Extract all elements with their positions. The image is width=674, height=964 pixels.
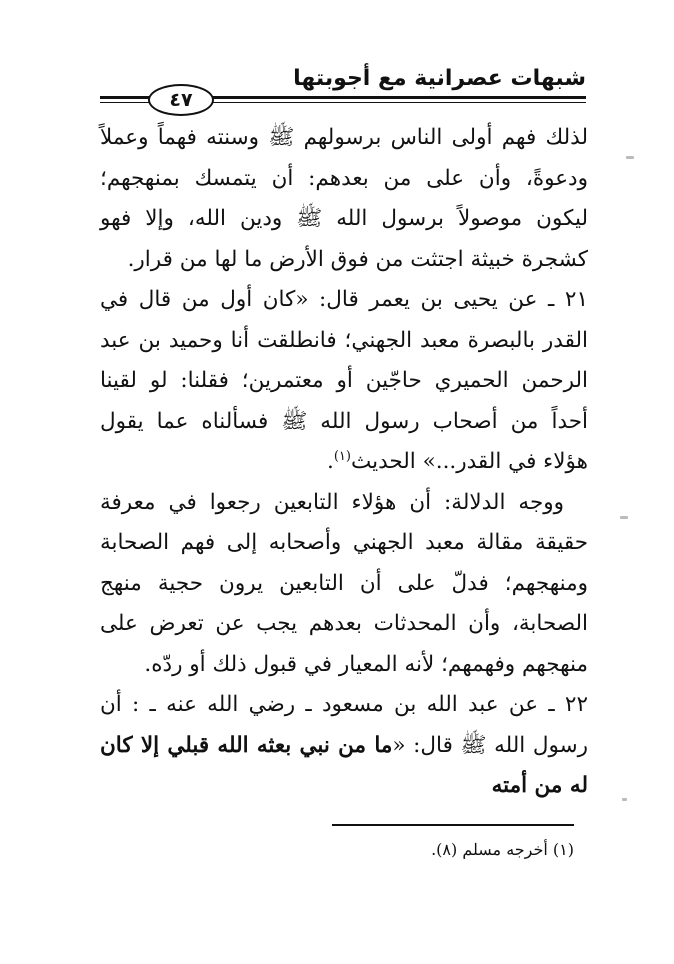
footnote-reference: (١) (333, 448, 351, 464)
paragraph-3 (100, 483, 588, 686)
body-text (100, 118, 588, 807)
paragraph-1-text: لذلك فهم أولى الناس برسولهم ﷺ وسنته فهماً وعملاً ودعوةً، وأن على من بعدهم: أن يتمسك بمنهجهم؛ ليكون موصولاً برسول الله ﷺ ودين الله، وإلا فهو كشجرة خبيثة اجتثت من فوق الأرض ما لها من قرار. (100, 125, 588, 272)
footnote-separator (332, 824, 574, 826)
hadith-21-text: ٢١ ـ عن يحيى بن يعمر قال: «كان أول من قال في القدر بالبصرة معبد الجهني؛ فانطلقت أنا وحميد بن عبد الرحمن الحميري حاجّين أو معتمرين؛ فقلنا: لو لقينا أحداً من أصحاب رسول الله ﷺ فسألناه عما يقول هؤلاء في القدر...» الحديث (100, 287, 588, 474)
paragraph-1 (100, 118, 588, 280)
paragraph-2 (100, 280, 588, 483)
page-number-badge: ٤٧ (148, 84, 214, 116)
hadith-22-intro: ٢٢ ـ عن عبد الله بن مسعود ـ رضي الله عنه ـ : أن رسول الله ﷺ قال: « (100, 692, 589, 758)
footnote-1: (١) أخرجه مسلم (٨). (431, 840, 574, 859)
paragraph-4 (100, 685, 588, 807)
hadith-22-quote: ما من نبي بعثه الله قبلي إلا كان له من أمته (100, 732, 588, 798)
margin-speck (626, 156, 634, 159)
paragraph-3-text: ووجه الدلالة: أن هؤلاء التابعين رجعوا في معرفة حقيقة مقالة معبد الجهني وأصحابه إلى فهم الصحابة ومنهجهم؛ فدلّ على أن التابعين يرون حجية منهج الصحابة، وأن المحدثات بعدهم يجب عن تعرض على منهجهم وفهمهم؛ لأنه المعيار في قبول ذلك أو ردّه. (100, 489, 588, 677)
paragraph-2-end: . (326, 449, 334, 474)
running-header-title: شبهات عصرانية مع أجوبتها (293, 66, 586, 91)
margin-speck (622, 798, 627, 801)
margin-speck (620, 516, 628, 519)
